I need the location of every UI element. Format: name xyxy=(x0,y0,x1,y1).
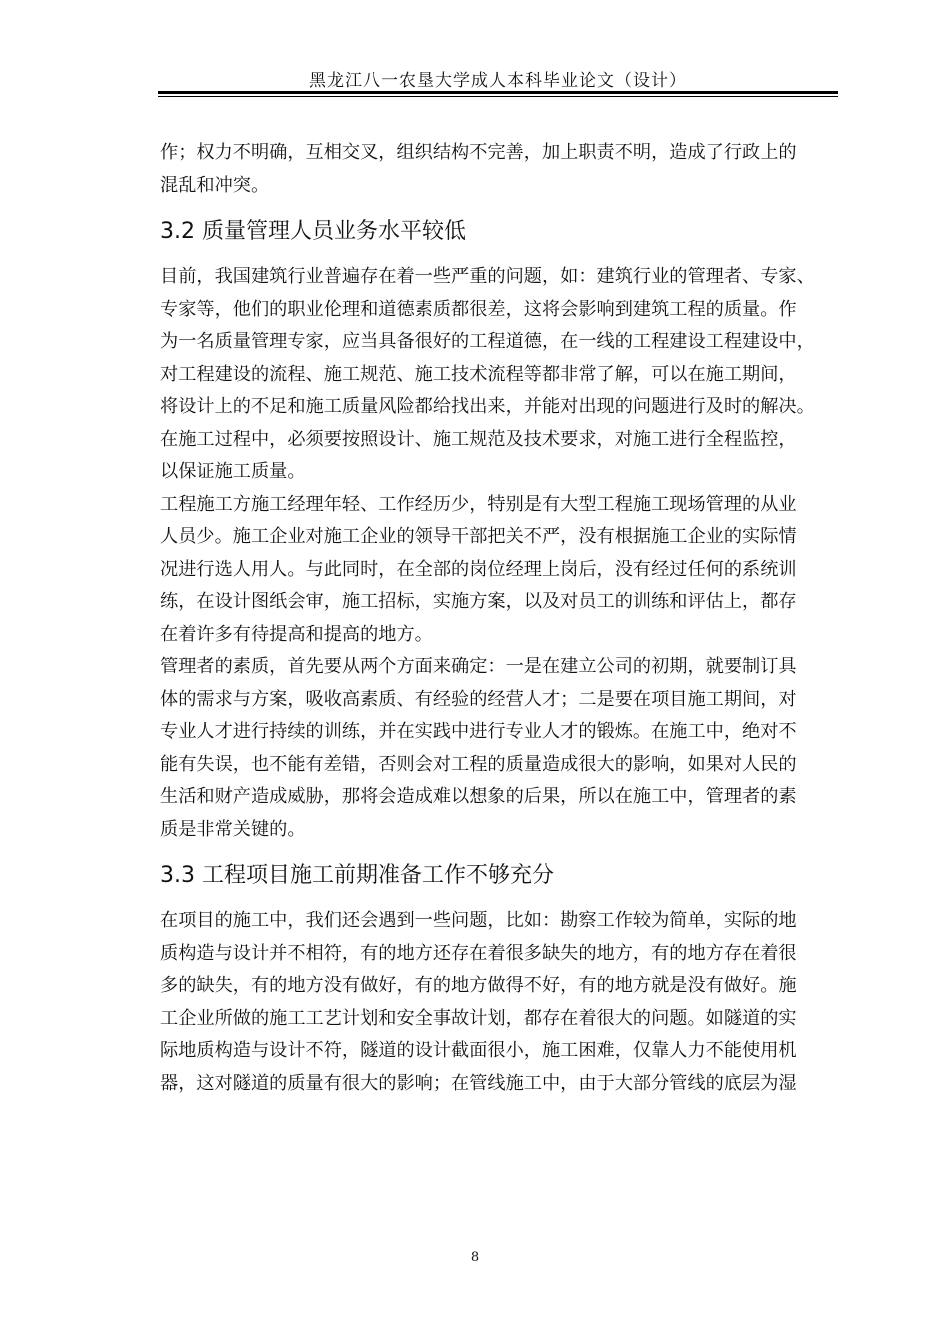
text-line: 际地质构造与设计不符，隧道的设计截面很小，施工困难，仅靠人力不能使用机 xyxy=(160,1040,797,1061)
section-heading: 3.2 质量管理人员业务水平较低 xyxy=(160,219,466,244)
text-line: 多的缺失，有的地方没有做好，有的地方做得不好，有的地方就是没有做好。施 xyxy=(160,975,797,996)
text-line: 为一名质量管理专家，应当具备很好的工程道德，在一线的工程建设工程建设中， xyxy=(160,331,815,352)
section-heading: 3.3 工程项目施工前期准备工作不够充分 xyxy=(160,863,554,888)
text-line: 混乱和冲突。 xyxy=(160,174,270,196)
text-line: 工企业所做的施工工艺计划和安全事故计划，都存在着很大的问题。如隧道的实 xyxy=(160,1007,797,1029)
paragraph xyxy=(160,651,840,846)
running-header: 黑龙江八一农垦大学成人本科毕业论文（设计） xyxy=(309,71,687,91)
paragraph xyxy=(160,261,840,489)
text-line: 将设计上的不足和施工质量风险都给找出来，并能对出现的问题进行及时的解决。 xyxy=(160,396,815,417)
header-rule-thin xyxy=(158,96,838,97)
text-line: 体的需求与方案，吸收高素质、有经验的经营人才；二是要在项目施工期间，对 xyxy=(160,688,797,710)
text-line: 器，这对隧道的质量有很大的影响；在管线施工中，由于大部分管线的底层为湿 xyxy=(160,1072,797,1094)
text-line: 质是非常关键的。 xyxy=(160,818,306,840)
text-line: 在项目的施工中，我们还会遇到一些问题，比如：勘察工作较为简单，实际的地 xyxy=(160,910,797,931)
paragraph xyxy=(160,489,840,652)
text-line: 质构造与设计并不相符，有的地方还存在着很多缺失的地方，有的地方存在着很 xyxy=(160,942,797,964)
text-line: 以保证施工质量。 xyxy=(160,461,306,482)
text-line: 作；权力不明确，互相交叉，组织结构不完善，加上职责不明，造成了行政上的 xyxy=(160,142,797,163)
text-line: 专家等，他们的职业伦理和道德素质都很差，这将会影响到建筑工程的质量。作 xyxy=(160,298,797,320)
text-line: 人员少。施工企业对施工企业的领导干部把关不严，没有根据施工企业的实际情 xyxy=(160,526,797,547)
text-line: 管理者的素质，首先要从两个方面来确定：一是在建立公司的初期，就要制订具 xyxy=(160,656,797,677)
text-line: 目前，我国建筑行业普遍存在着一些严重的问题，如：建筑行业的管理者、专家、 xyxy=(160,266,815,287)
text-line: 对工程建设的流程、施工规范、施工技术流程等都非常了解，可以在施工期间， xyxy=(160,363,797,385)
text-line: 在施工过程中，必须要按照设计、施工规范及技术要求，对施工进行全程监控， xyxy=(160,428,797,450)
text-line: 况进行选人用人。与此同时，在全部的岗位经理上岗后，没有经过任何的系统训 xyxy=(160,558,797,580)
body-text xyxy=(160,137,840,1100)
text-line: 专业人才进行持续的训练，并在实践中进行专业人才的锻炼。在施工中，绝对不 xyxy=(160,721,797,742)
text-line: 能有失误，也不能有差错，否则会对工程的质量造成很大的影响，如果对人民的 xyxy=(160,753,797,775)
text-line: 生活和财产造成威胁，那将会造成难以想象的后果，所以在施工中，管理者的素 xyxy=(160,786,797,807)
header-rule-thick xyxy=(158,91,838,94)
paragraph xyxy=(160,137,840,202)
page-number: 8 xyxy=(470,1250,480,1265)
text-line: 练，在设计图纸会审，施工招标，实施方案，以及对员工的训练和评估上，都存 xyxy=(160,591,797,612)
text-line: 工程施工方施工经理年轻、工作经历少，特别是有大型工程施工现场管理的从业 xyxy=(160,493,797,515)
text-line: 在着许多有待提高和提高的地方。 xyxy=(160,623,433,645)
paragraph xyxy=(160,905,840,1100)
